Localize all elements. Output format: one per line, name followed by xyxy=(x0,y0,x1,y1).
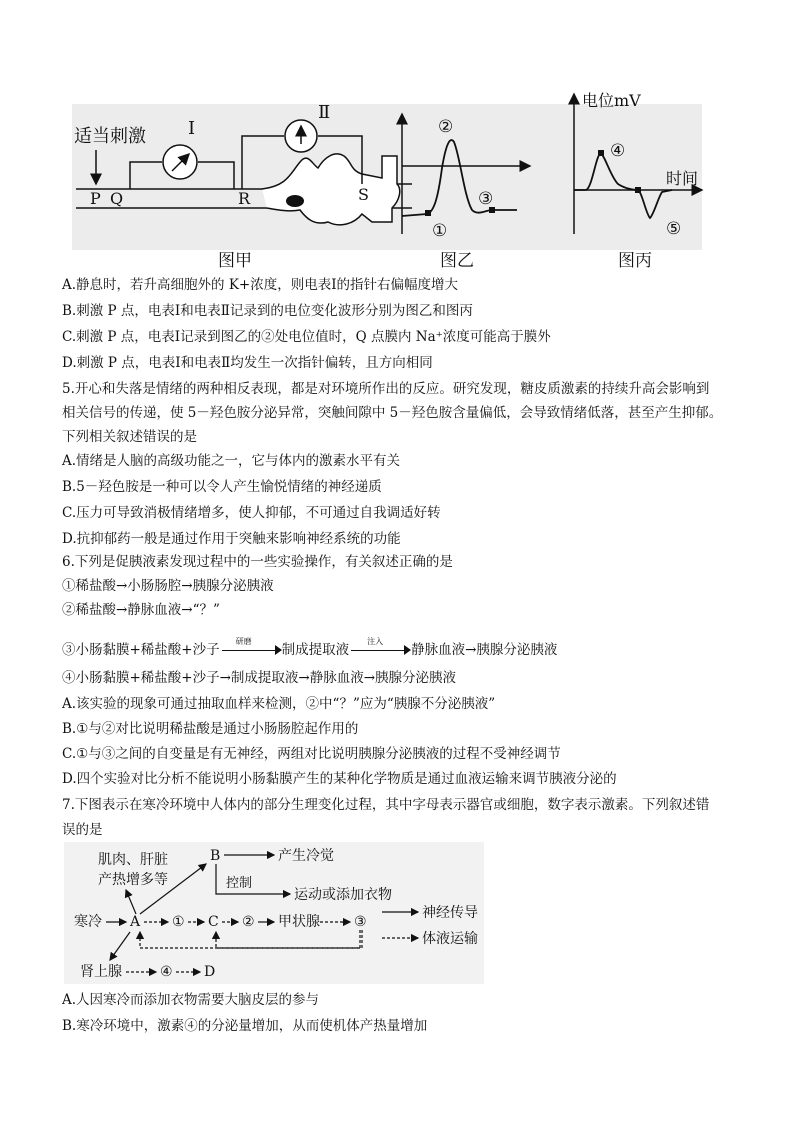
point-p: P xyxy=(90,189,101,208)
q6-exp-3-a: ③小肠黏膜+稀盐酸+沙子 xyxy=(62,642,220,658)
q4-option-b: B.刺激 P 点，电表Ⅰ和电表Ⅱ记录到的电位变化波形分别为图乙和图丙 xyxy=(62,303,473,319)
q7-node-c: C xyxy=(208,914,219,930)
meter-2-label: Ⅱ xyxy=(318,102,331,123)
q6-arrow-grind xyxy=(220,637,282,660)
bing-marker-4: ④ xyxy=(610,141,626,161)
point-r: R xyxy=(238,189,251,208)
q7-cold-sense: 产生冷觉 xyxy=(278,848,334,864)
q7-adrenal: 肾上腺 xyxy=(80,964,122,980)
q6-exp-1: ①稀盐酸→小肠肠腔→胰腺分泌胰液 xyxy=(62,578,274,594)
q6-arrow-inject xyxy=(349,637,411,660)
q7-stem-2: 误的是 xyxy=(62,822,103,838)
q6-inject-label: 注入 xyxy=(367,637,384,646)
q6-grind-label: 研磨 xyxy=(235,637,252,646)
q7-thyroid: 甲状腺 xyxy=(278,914,320,930)
q7-hormone-3: ③ xyxy=(354,914,367,930)
q4-option-a: A.静息时，若升高细胞外的 K+浓度，则电表Ⅰ的指针右偏幅度增大 xyxy=(62,277,459,293)
q5-option-c: C.压力可导致消极情绪增多，使人抑郁，不可通过自我调适好转 xyxy=(62,505,441,521)
point-s: S xyxy=(358,185,369,204)
q6-stem: 6.下列是促胰液素发现过程中的一些实验操作，有关叙述正确的是 xyxy=(62,554,453,570)
q7-option-a: A.人因寒冷而添加衣物需要大脑皮层的参与 xyxy=(62,992,320,1008)
q7-cold: 寒冷 xyxy=(74,914,102,930)
q6-exp-3-b: 制成提取液 xyxy=(281,642,350,658)
q6-option-b: B.①与②对比说明稀盐酸是通过小肠肠腔起作用的 xyxy=(62,721,359,737)
q5-option-d: D.抗抑郁药一般是通过作用于突触来影响神经系统的功能 xyxy=(62,531,401,547)
stimulus-label: 适当刺激 xyxy=(74,126,146,147)
q6-exp-3 xyxy=(62,637,558,660)
bing-axis-x: 时间 xyxy=(666,169,699,188)
q7-stem-1: 7.下图表示在寒冷环境中人体内的部分生理变化过程，其中字母表示器官或细胞，数字表示激素。下列叙述错 xyxy=(62,797,710,813)
neuron-nucleus xyxy=(286,195,304,207)
q5-stem-3: 下列相关叙述错误的是 xyxy=(62,429,197,445)
q7-control: 控制 xyxy=(226,876,253,891)
label-yi: 图乙 xyxy=(440,251,474,271)
q7-diagram xyxy=(64,842,484,984)
q4-option-d: D.刺激 P 点，电表Ⅰ和电表Ⅱ均发生一次指针偏转，且方向相同 xyxy=(62,355,433,371)
q4-option-c: C.刺激 P 点，电表Ⅰ记录到图乙的②处电位值时，Q 点膜内 Na⁺浓度可能高于膜外 xyxy=(62,329,551,345)
q5-option-b: B.5－羟色胺是一种可以令人产生愉悦情绪的神经递质 xyxy=(62,479,382,495)
q7-exercise: 运动或添加衣物 xyxy=(294,887,392,903)
q6-option-c: C.①与③之间的自变量是有无神经，两组对比说明胰腺分泌胰液的过程不受神经调节 xyxy=(62,746,561,762)
q7-legend-nerve: 神经传导 xyxy=(422,905,478,921)
q7-node-a: A xyxy=(130,914,141,930)
bing-axis-y: 电位mV xyxy=(582,91,641,110)
yi-marker-1: ① xyxy=(432,221,448,241)
q6-exp-2: ②稀盐酸→静脉血液→“？” xyxy=(62,602,220,618)
q6-option-a: A.该实验的现象可通过抽取血样来检测，②中“？”应为“胰腺不分泌胰液” xyxy=(62,696,496,712)
q7-node-d: D xyxy=(204,964,216,980)
q7-hormone-4: ④ xyxy=(160,964,173,980)
meter-1-label: Ⅰ xyxy=(188,118,196,139)
label-bing: 图丙 xyxy=(618,251,652,271)
q6-exp-4: ④小肠黏膜+稀盐酸+沙子→制成提取液→静脉血液→胰腺分泌胰液 xyxy=(62,670,457,686)
figure-neuron-potential xyxy=(62,86,712,276)
q6-option-d: D.四个实验对比分析不能说明小肠黏膜产生的某种化学物质是通过血液运输来调节胰液分泌的 xyxy=(62,771,617,787)
bing-marker-5: ⑤ xyxy=(666,219,682,239)
q5-option-a: A.情绪是人脑的高级功能之一，它与体内的激素水平有关 xyxy=(62,453,401,469)
q7-node-b: B xyxy=(210,848,221,864)
q7-muscle-line2: 产热增多等 xyxy=(98,872,168,888)
yi-marker-3: ③ xyxy=(478,189,494,209)
q6-exp-3-c: 静脉血液→胰腺分泌胰液 xyxy=(411,642,558,658)
q7-muscle-line1: 肌肉、肝脏 xyxy=(98,852,168,868)
q5-stem-1: 5.开心和失落是情绪的两种相反表现，都是对环境所作出的反应。研究发现，糖皮质激素的持续升高会影响到 xyxy=(62,381,710,397)
q7-option-b: B.寒冷环境中，激素④的分泌量增加，从而使机体产热量增加 xyxy=(62,1018,428,1034)
q7-hormone-2: ② xyxy=(242,914,255,930)
point-q: Q xyxy=(110,189,124,208)
label-jia: 图甲 xyxy=(218,251,252,271)
q7-hormone-1: ① xyxy=(172,914,185,930)
q7-diagram-svg xyxy=(64,842,484,984)
q5-stem-2: 相关信号的传递，使 5－羟色胺分泌异常，突触间隙中 5－羟色胺含量偏低，会导致情绪低落，甚至产生抑郁。 xyxy=(62,405,723,421)
q7-legend-fluid: 体液运输 xyxy=(422,931,478,947)
yi-marker-2: ② xyxy=(438,117,454,137)
figure-svg xyxy=(62,86,712,276)
